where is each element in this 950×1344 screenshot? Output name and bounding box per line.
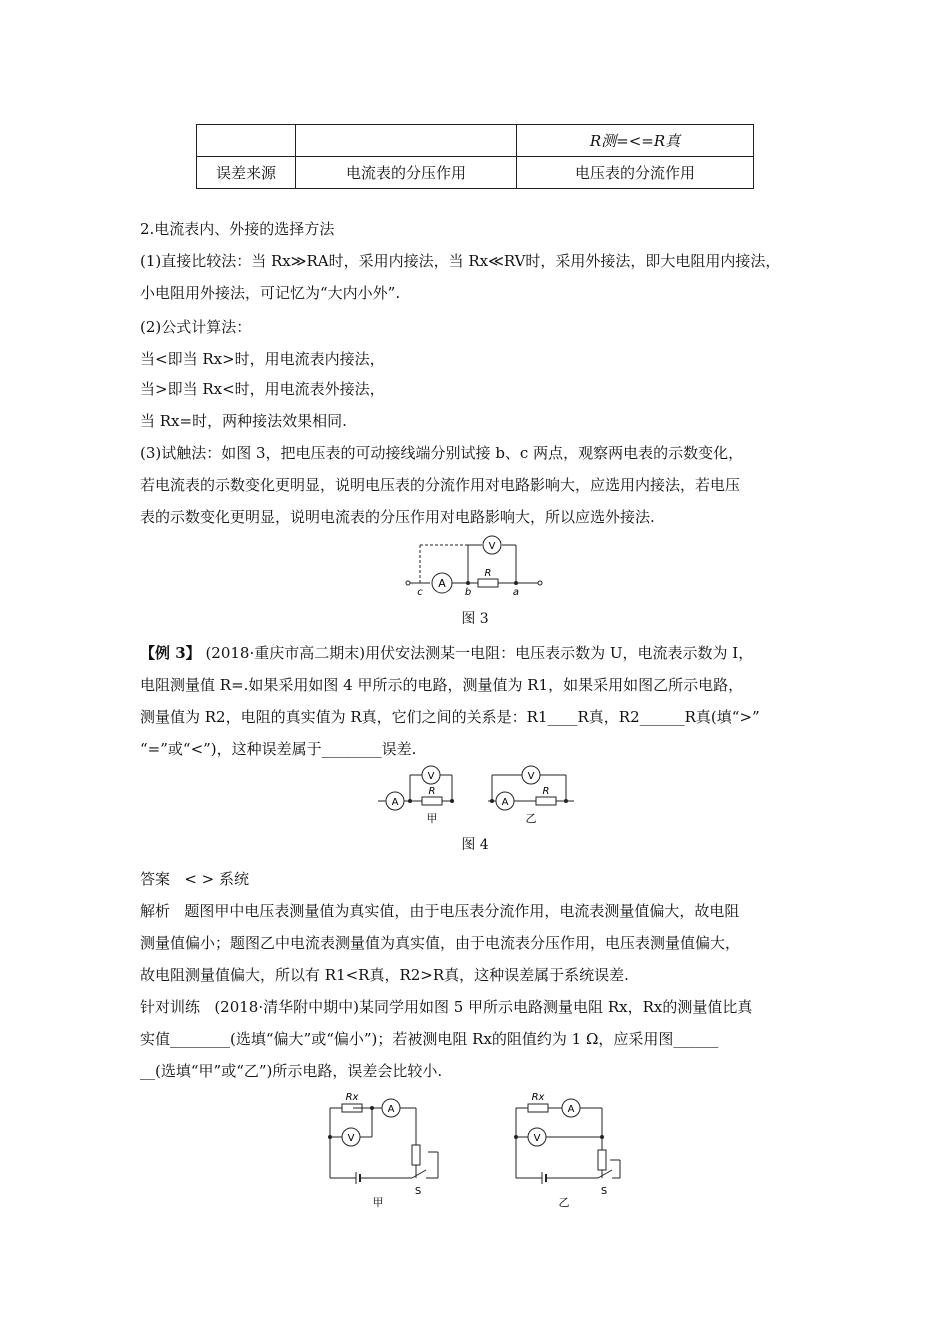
resistor-label: R (542, 786, 550, 797)
figure-5-circuits (320, 1090, 630, 1210)
circuit-yi-label: 乙 (558, 1196, 570, 1209)
voltmeter-label: V (527, 771, 535, 782)
table-cell: 误差来源 (197, 157, 296, 189)
section-heading: 2.电流表内、外接的选择方法 (140, 220, 335, 238)
table-cell: 电压表的分流作用 (517, 157, 754, 189)
training-line (140, 996, 752, 1018)
table-cell (517, 125, 754, 157)
example-3-line: “=”或“<”)，这种误差属于________误差. (140, 740, 417, 758)
table-cell-text: R测=<=R真 (589, 132, 681, 150)
ammeter-label: A (438, 577, 446, 590)
point-b-label: b (464, 587, 472, 598)
voltmeter-label: V (347, 1133, 355, 1144)
paragraph-line: (2)公式计算法： (140, 318, 252, 336)
resistor-label: R (428, 786, 436, 797)
answer-label: 答案 (140, 870, 171, 888)
example-3-line (140, 642, 753, 664)
analysis-text: 题图甲中电压表测量值为真实值，由于电压表分流作用，电流表测量值偏大，故电阻 (184, 902, 740, 920)
analysis-line: 故电阻测量值偏大，所以有 R1<R真，R2>R真，这种误差属于系统误差. (140, 966, 629, 984)
paragraph-line: 当>即当 Rx<时，用电流表外接法， (140, 380, 385, 398)
voltmeter-label: V (533, 1133, 541, 1144)
ammeter-label: A (567, 1104, 575, 1115)
answer-value: < > 系统 (184, 870, 250, 888)
resistor-label: R (484, 568, 492, 579)
voltmeter-label: V (427, 771, 435, 782)
figure-4-circuits (376, 764, 586, 826)
example-3-line: 电阻测量值 R=.如果采用如图 4 甲所示的电路，测量值为 R1，如果采用如图乙所示电路， (140, 676, 744, 694)
training-line: __(选填“甲”或“乙”)所示电路，误差会比较小. (140, 1062, 443, 1080)
example-3-text: (2018·重庆市高二期末)用伏安法测某一电阻：电压表示数为 U，电流表示数为 I， (205, 644, 754, 662)
figure-3-caption: 图 3 (461, 611, 489, 627)
paragraph-line: 当 Rx=时，两种接法效果相同. (140, 412, 347, 430)
switch-label: S (600, 1186, 608, 1197)
circuit-yi-label: 乙 (525, 812, 537, 825)
example-3-line: 测量值为 R2，电阻的真实值为 R真，它们之间的关系是：R1____R真，R2______R真(填“>” (140, 708, 760, 726)
figure-4-caption: 图 4 (461, 837, 489, 853)
ammeter-label: A (387, 1104, 395, 1115)
analysis-line (140, 900, 739, 922)
table-cell (296, 125, 517, 157)
training-label: 针对训练 (140, 998, 201, 1016)
resistor-rx-label: Rx (531, 1092, 545, 1103)
analysis-line: 测量值偏小；题图乙中电流表测量值为真实值，由于电流表分压作用，电压表测量值偏大， (140, 934, 741, 952)
point-c-label: c (417, 587, 423, 598)
paragraph-line: 若电流表的示数变化更明显，说明电压表的分流作用对电路影响大，应选用内接法，若电压 (140, 476, 741, 494)
resistor-rx-label: Rx (345, 1092, 359, 1103)
circuit-jia-label: 甲 (372, 1196, 384, 1209)
point-a-label: a (512, 587, 520, 598)
example-3-tag: 【例 3】 (140, 644, 201, 662)
table-cell (197, 125, 296, 157)
figure-3-circuit (400, 535, 550, 600)
circuit-jia-label: 甲 (426, 812, 438, 825)
comparison-table (196, 124, 754, 189)
paragraph-line: (1)直接比较法：当 Rx≫RA时，采用内接法，当 Rx≪RV时，采用外接法，即大电阻用内接法， (140, 252, 781, 270)
training-text: (2018·清华附中期中)某同学用如图 5 甲所示电路测量电阻 Rx，Rx的测量值比真 (214, 998, 753, 1016)
analysis-label: 解析 (140, 902, 171, 920)
answer-line (140, 868, 249, 890)
ammeter-label: A (501, 797, 509, 808)
training-line: 实值________(选填“偏大”或“偏小”)；若被测电阻 Rx的阻值约为 1 Ω，应采用图______ (140, 1030, 719, 1048)
voltmeter-label: V (488, 541, 496, 552)
paragraph-line: (3)试触法：如图 3，把电压表的可动接线端分别试接 b、c 两点，观察两电表的示数变化， (140, 444, 744, 462)
paragraph-line: 当<即当 Rx>时，用电流表内接法， (140, 350, 385, 368)
ammeter-label: A (391, 797, 399, 808)
switch-label: S (414, 1186, 422, 1197)
table-cell: 电流表的分压作用 (296, 157, 517, 189)
paragraph-line: 小电阻用外接法，可记忆为“大内小外”. (140, 284, 401, 302)
paragraph-line: 表的示数变化更明显，说明电流表的分压作用对电路影响大，所以应选外接法. (140, 508, 655, 526)
